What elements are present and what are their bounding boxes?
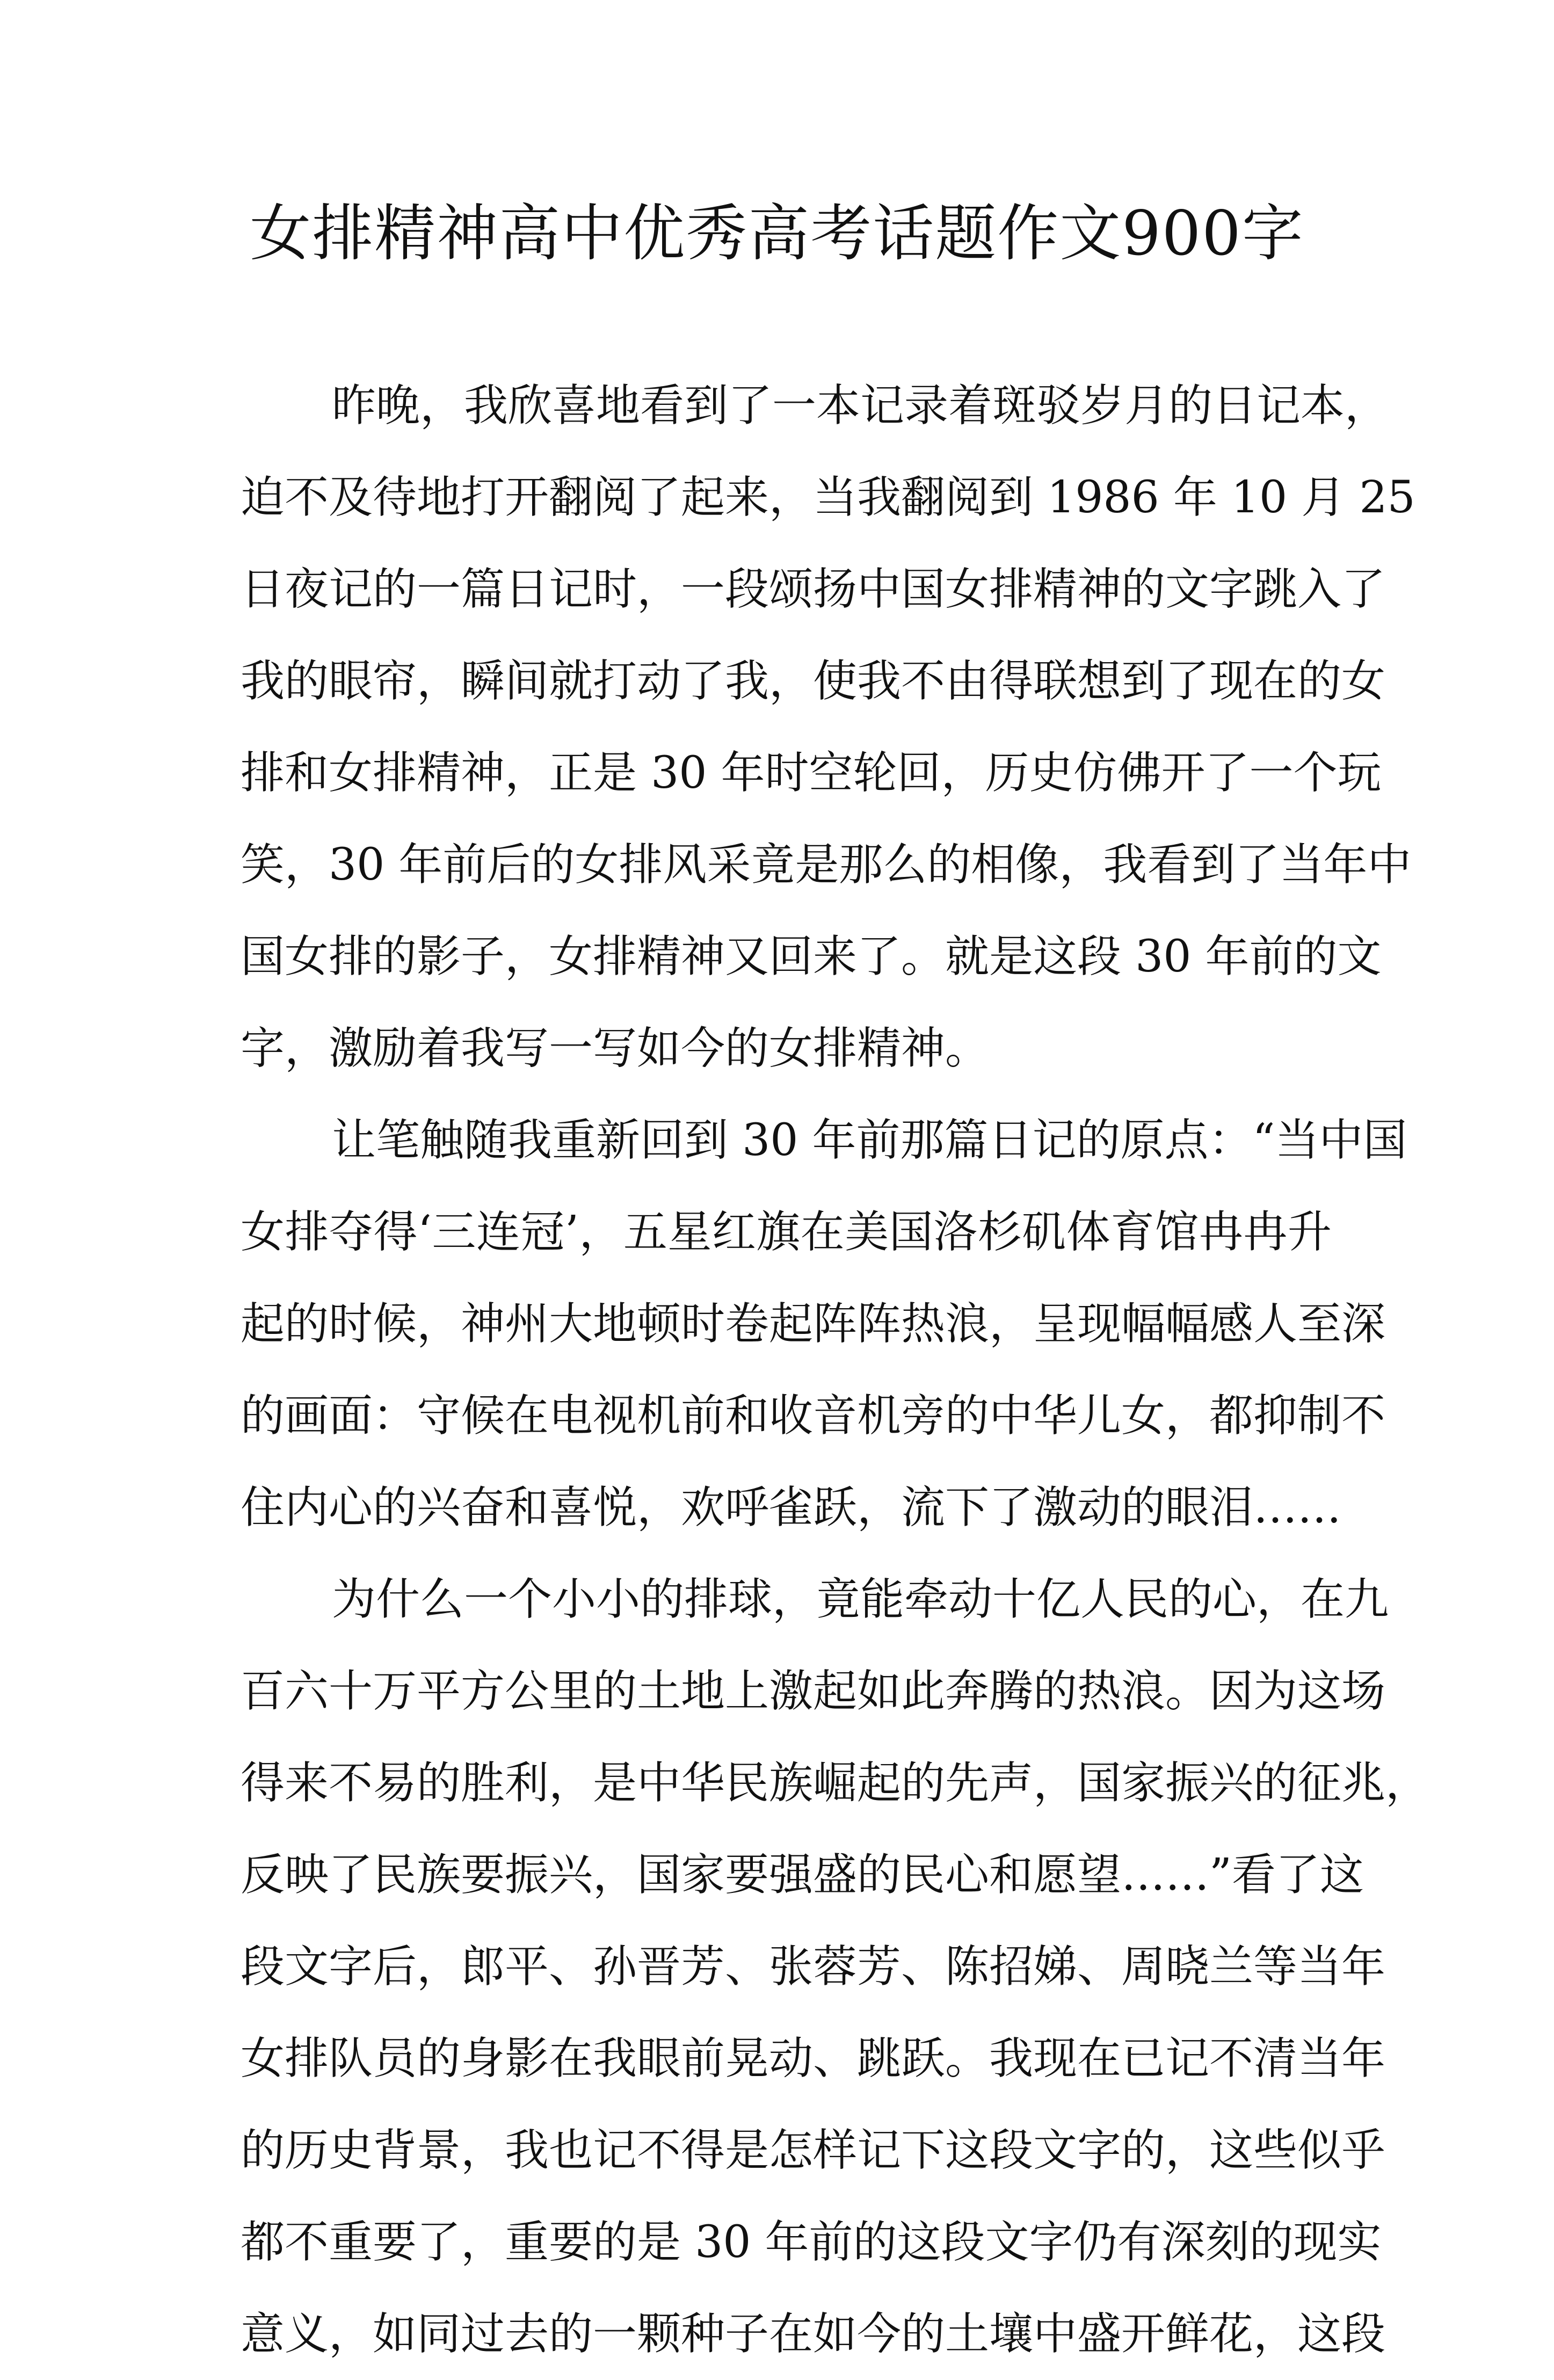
text-line: 的历史背景，我也记不得是怎样记下这段文字的，这些似乎: [241, 2125, 1386, 2176]
text-line: 为什么一个小小的排球，竟能牵动十亿人民的心，在九: [332, 1574, 1389, 1625]
document-title: 女排精神高中优秀高考话题作文900字: [250, 198, 1304, 269]
text-line: 女排夺得‘三连冠’，五星红旗在美国洛杉矶体育馆冉冉升: [241, 1207, 1332, 1258]
text-line: 女排队员的身影在我眼前晃动、跳跃。我现在已记不清当年: [241, 2033, 1386, 2084]
text-line: 国女排的影子，女排精神又回来了。就是这段 30 年前的文: [241, 931, 1382, 982]
text-line: 得来不易的胜利，是中华民族崛起的先声，国家振兴的征兆，: [241, 1758, 1430, 1809]
text-line: 笑，30 年前后的女排风采竟是那么的相像，我看到了当年中: [241, 839, 1412, 890]
text-line: 反映了民族要振兴，国家要强盛的民心和愿望……”看了这: [241, 1849, 1364, 1900]
text-line: 百六十万平方公里的土地上激起如此奔腾的热浪。因为这场: [241, 1666, 1386, 1717]
text-line: 段文字后，郎平、孙晋芳、张蓉芳、陈招娣、周晓兰等当年: [241, 1941, 1386, 1992]
text-line: 意义，如同过去的一颗种子在如今的土壤中盛开鲜花，这段: [241, 2309, 1386, 2360]
document-body: [241, 360, 1430, 2380]
text-line: 住内心的兴奋和喜悦，欢呼雀跃，流下了激动的眼泪……: [241, 1482, 1342, 1533]
text-line: 日夜记的一篇日记时，一段颂扬中国女排精神的文字跳入了: [241, 564, 1386, 615]
text-line: 排和女排精神，正是 30 年时空轮回，历史仿佛开了一个玩: [241, 748, 1382, 799]
text-line: 我的眼帘，瞬间就打动了我，使我不由得联想到了现在的女: [241, 656, 1386, 707]
text-line: 字，激励着我写一写如今的女排精神。: [241, 1023, 990, 1074]
text-line: 都不重要了，重要的是 30 年前的这段文字仍有深刻的现实: [241, 2217, 1382, 2268]
text-line: 起的时候，神州大地顿时卷起阵阵热浪，呈现幅幅感人至深: [241, 1298, 1386, 1349]
text-line: 迫不及待地打开翻阅了起来，当我翻阅到 1986 年 10 月 25: [241, 472, 1415, 523]
text-line: 的画面：守候在电视机前和收音机旁的中华儿女，都抑制不: [241, 1390, 1386, 1441]
text-line: 昨晚，我欣喜地看到了一本记录着斑驳岁月的日记本，: [332, 380, 1389, 431]
text-line: 让笔触随我重新回到 30 年前那篇日记的原点：“当中国: [332, 1115, 1407, 1166]
